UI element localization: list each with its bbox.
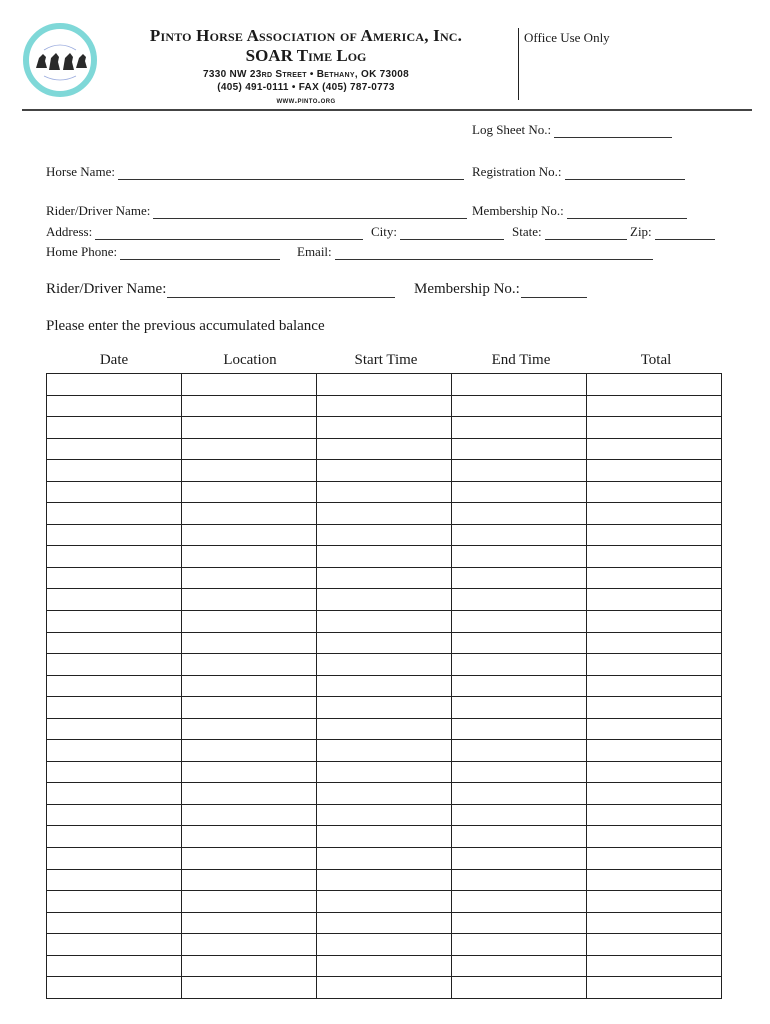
log-cell[interactable] <box>452 611 587 633</box>
home-phone-label: Home Phone: <box>46 244 118 259</box>
log-cell[interactable] <box>182 417 317 439</box>
log-cell[interactable] <box>452 977 587 999</box>
log-cell[interactable] <box>47 912 182 934</box>
log-cell[interactable] <box>452 654 587 676</box>
log-cell[interactable] <box>47 697 182 719</box>
document-title: SOAR Time Log <box>245 46 367 65</box>
log-cell[interactable] <box>452 460 587 482</box>
log-cell[interactable] <box>587 761 722 783</box>
log-cell[interactable] <box>317 869 452 891</box>
log-cell[interactable] <box>587 632 722 654</box>
log-cell[interactable] <box>587 934 722 956</box>
address-label: Address: <box>46 224 93 239</box>
table-row <box>47 804 722 826</box>
log-cell[interactable] <box>587 783 722 805</box>
log-cell[interactable] <box>47 438 182 460</box>
log-cell[interactable] <box>317 955 452 977</box>
log-cell[interactable] <box>47 395 182 417</box>
log-cell[interactable] <box>317 438 452 460</box>
log-cell[interactable] <box>317 740 452 762</box>
log-cell[interactable] <box>182 503 317 525</box>
log-cell[interactable] <box>47 503 182 525</box>
log-cell[interactable] <box>452 438 587 460</box>
table-row <box>47 934 722 956</box>
organization-phone-fax: (405) 491-0111 • FAX (405) 787-0773 <box>217 82 395 93</box>
log-cell[interactable] <box>587 826 722 848</box>
log-cell[interactable] <box>587 546 722 568</box>
email-label: Email: <box>297 244 332 259</box>
log-cell[interactable] <box>587 977 722 999</box>
rider-driver-label-2: Rider/Driver Name: <box>46 281 167 297</box>
log-cell[interactable] <box>317 589 452 611</box>
registration-input[interactable] <box>565 167 685 180</box>
log-cell[interactable] <box>587 374 722 396</box>
horse-name-label: Horse Name: <box>46 164 115 179</box>
table-row <box>47 589 722 611</box>
log-cell[interactable] <box>587 395 722 417</box>
log-cell[interactable] <box>47 632 182 654</box>
table-row <box>47 503 722 525</box>
email-input[interactable] <box>335 247 653 260</box>
log-sheet-field <box>472 122 672 138</box>
table-row <box>47 675 722 697</box>
log-cell[interactable] <box>317 912 452 934</box>
log-cell[interactable] <box>47 934 182 956</box>
header-divider <box>518 28 519 100</box>
table-row <box>47 524 722 546</box>
table-row <box>47 718 722 740</box>
table-row <box>47 955 722 977</box>
city-field <box>371 224 504 240</box>
log-cell[interactable] <box>452 675 587 697</box>
log-cell[interactable] <box>587 589 722 611</box>
log-cell[interactable] <box>452 481 587 503</box>
log-cell[interactable] <box>182 395 317 417</box>
log-cell[interactable] <box>452 912 587 934</box>
horse-name-field <box>46 164 464 180</box>
log-cell[interactable] <box>317 374 452 396</box>
membership-input[interactable] <box>567 206 687 219</box>
table-row <box>47 438 722 460</box>
log-cell[interactable] <box>182 697 317 719</box>
organization-website: www.pinto.org <box>276 95 336 105</box>
log-cell[interactable] <box>587 460 722 482</box>
log-cell[interactable] <box>452 783 587 805</box>
log-cell[interactable] <box>587 567 722 589</box>
zip-label: Zip: <box>630 224 652 239</box>
log-cell[interactable] <box>182 955 317 977</box>
log-cell[interactable] <box>587 611 722 633</box>
table-row <box>47 869 722 891</box>
log-cell[interactable] <box>317 632 452 654</box>
log-cell[interactable] <box>317 977 452 999</box>
log-cell[interactable] <box>182 438 317 460</box>
city-label: City: <box>371 224 398 239</box>
column-header-start-time: Start Time <box>354 352 418 368</box>
log-cell[interactable] <box>182 891 317 913</box>
registration-field <box>472 164 685 180</box>
rider-driver-input[interactable] <box>153 206 467 219</box>
log-cell[interactable] <box>317 503 452 525</box>
log-cell[interactable] <box>587 848 722 870</box>
log-cell[interactable] <box>587 804 722 826</box>
log-cell[interactable] <box>47 567 182 589</box>
log-cell[interactable] <box>47 804 182 826</box>
log-cell[interactable] <box>452 826 587 848</box>
log-cell[interactable] <box>452 740 587 762</box>
log-cell[interactable] <box>47 417 182 439</box>
log-cell[interactable] <box>182 783 317 805</box>
log-cell[interactable] <box>182 481 317 503</box>
log-cell[interactable] <box>452 869 587 891</box>
log-cell[interactable] <box>452 374 587 396</box>
log-cell[interactable] <box>452 955 587 977</box>
log-cell[interactable] <box>317 546 452 568</box>
log-cell[interactable] <box>47 977 182 999</box>
log-cell[interactable] <box>317 611 452 633</box>
log-cell[interactable] <box>182 977 317 999</box>
log-cell[interactable] <box>317 783 452 805</box>
log-cell[interactable] <box>452 697 587 719</box>
log-cell[interactable] <box>317 395 452 417</box>
balance-instruction: Please enter the previous accumulated balance <box>46 318 325 334</box>
log-cell[interactable] <box>587 503 722 525</box>
rider-driver-label: Rider/Driver Name: <box>46 203 151 218</box>
log-cell[interactable] <box>587 697 722 719</box>
table-row <box>47 567 722 589</box>
log-cell[interactable] <box>47 654 182 676</box>
address-input[interactable] <box>95 227 363 240</box>
state-label: State: <box>512 224 542 239</box>
log-cell[interactable] <box>587 675 722 697</box>
log-cell[interactable] <box>182 611 317 633</box>
log-cell[interactable] <box>317 891 452 913</box>
log-cell[interactable] <box>587 718 722 740</box>
log-cell[interactable] <box>587 654 722 676</box>
city-input[interactable] <box>400 227 504 240</box>
column-header-date: Date <box>99 352 129 368</box>
membership-field <box>472 203 687 219</box>
log-cell[interactable] <box>587 438 722 460</box>
log-cell[interactable] <box>452 417 587 439</box>
log-cell[interactable] <box>317 826 452 848</box>
log-cell[interactable] <box>47 848 182 870</box>
log-cell[interactable] <box>587 912 722 934</box>
log-cell[interactable] <box>47 891 182 913</box>
log-cell[interactable] <box>182 589 317 611</box>
log-cell[interactable] <box>317 761 452 783</box>
log-cell[interactable] <box>452 848 587 870</box>
log-cell[interactable] <box>182 567 317 589</box>
log-cell[interactable] <box>587 740 722 762</box>
log-cell[interactable] <box>182 632 317 654</box>
log-cell[interactable] <box>182 460 317 482</box>
home-phone-input[interactable] <box>120 247 280 260</box>
organization-name: Pinto Horse Association of America, Inc. <box>149 26 463 45</box>
table-row <box>47 374 722 396</box>
log-cell[interactable] <box>587 481 722 503</box>
table-row <box>47 740 722 762</box>
horse-name-input[interactable] <box>118 167 464 180</box>
rider-driver-field-2 <box>46 281 395 298</box>
rider-driver-input-2[interactable] <box>167 283 395 298</box>
table-row <box>47 460 722 482</box>
table-row <box>47 826 722 848</box>
log-cell[interactable] <box>47 481 182 503</box>
log-cell[interactable] <box>47 374 182 396</box>
log-cell[interactable] <box>182 912 317 934</box>
log-cell[interactable] <box>452 891 587 913</box>
log-cell[interactable] <box>182 718 317 740</box>
log-cell[interactable] <box>317 675 452 697</box>
membership-label-2: Membership No.: <box>414 281 520 297</box>
log-cell[interactable] <box>452 804 587 826</box>
log-cell[interactable] <box>182 826 317 848</box>
header-rule <box>22 109 752 111</box>
table-row <box>47 848 722 870</box>
log-cell[interactable] <box>47 718 182 740</box>
log-cell[interactable] <box>47 611 182 633</box>
log-cell[interactable] <box>182 934 317 956</box>
log-cell[interactable] <box>452 524 587 546</box>
log-cell[interactable] <box>47 589 182 611</box>
organization-address: 7330 NW 23rd Street • Bethany, OK 73008 <box>203 69 409 80</box>
log-sheet-input[interactable] <box>554 125 672 138</box>
table-row <box>47 395 722 417</box>
log-cell[interactable] <box>182 869 317 891</box>
log-cell[interactable] <box>452 761 587 783</box>
table-row <box>47 654 722 676</box>
log-cell[interactable] <box>47 955 182 977</box>
log-cell[interactable] <box>47 761 182 783</box>
column-header-end-time: End Time <box>491 352 551 368</box>
log-cell[interactable] <box>182 654 317 676</box>
log-cell[interactable] <box>587 955 722 977</box>
log-cell[interactable] <box>452 567 587 589</box>
table-row <box>47 891 722 913</box>
log-cell[interactable] <box>47 783 182 805</box>
home-phone-field <box>46 244 280 260</box>
log-cell[interactable] <box>47 524 182 546</box>
table-row <box>47 977 722 999</box>
log-cell[interactable] <box>317 848 452 870</box>
state-field <box>512 224 627 240</box>
log-cell[interactable] <box>452 503 587 525</box>
log-cell[interactable] <box>452 589 587 611</box>
log-cell[interactable] <box>47 826 182 848</box>
log-cell[interactable] <box>317 524 452 546</box>
log-cell[interactable] <box>182 374 317 396</box>
membership-field-2 <box>414 281 587 298</box>
state-input[interactable] <box>545 227 627 240</box>
rider-driver-field <box>46 203 467 219</box>
table-row <box>47 697 722 719</box>
table-row <box>47 761 722 783</box>
log-cell[interactable] <box>317 934 452 956</box>
zip-field <box>630 224 715 240</box>
log-cell[interactable] <box>587 524 722 546</box>
membership-label: Membership No.: <box>472 203 564 218</box>
log-cell[interactable] <box>47 869 182 891</box>
log-cell[interactable] <box>587 869 722 891</box>
table-row <box>47 912 722 934</box>
log-cell[interactable] <box>317 417 452 439</box>
address-field <box>46 224 363 240</box>
log-cell[interactable] <box>452 718 587 740</box>
time-log-table <box>46 373 722 999</box>
table-row <box>47 481 722 503</box>
log-cell[interactable] <box>182 675 317 697</box>
table-row <box>47 611 722 633</box>
log-cell[interactable] <box>452 934 587 956</box>
membership-input-2[interactable] <box>521 283 587 298</box>
log-cell[interactable] <box>587 417 722 439</box>
log-cell[interactable] <box>317 654 452 676</box>
log-cell[interactable] <box>452 546 587 568</box>
log-cell[interactable] <box>182 740 317 762</box>
log-cell[interactable] <box>317 567 452 589</box>
table-row <box>47 632 722 654</box>
log-cell[interactable] <box>182 848 317 870</box>
email-field <box>297 244 653 260</box>
log-cell[interactable] <box>317 718 452 740</box>
log-cell[interactable] <box>452 395 587 417</box>
log-cell[interactable] <box>317 804 452 826</box>
table-row <box>47 417 722 439</box>
log-cell[interactable] <box>47 675 182 697</box>
log-cell[interactable] <box>182 524 317 546</box>
column-header-total: Total <box>640 352 672 368</box>
log-cell[interactable] <box>317 481 452 503</box>
column-header-location: Location <box>223 352 277 368</box>
table-row <box>47 546 722 568</box>
log-cell[interactable] <box>182 761 317 783</box>
zip-input[interactable] <box>655 227 715 240</box>
log-cell[interactable] <box>47 546 182 568</box>
registration-label: Registration No.: <box>472 164 562 179</box>
association-logo <box>22 22 98 98</box>
log-sheet-label: Log Sheet No.: <box>472 122 552 137</box>
log-cell[interactable] <box>182 804 317 826</box>
log-cell[interactable] <box>47 740 182 762</box>
log-cell[interactable] <box>182 546 317 568</box>
table-row <box>47 783 722 805</box>
log-cell[interactable] <box>47 460 182 482</box>
log-cell[interactable] <box>317 697 452 719</box>
log-cell[interactable] <box>452 632 587 654</box>
log-cell[interactable] <box>317 460 452 482</box>
log-cell[interactable] <box>587 891 722 913</box>
office-use-label: Office Use Only <box>524 30 610 45</box>
